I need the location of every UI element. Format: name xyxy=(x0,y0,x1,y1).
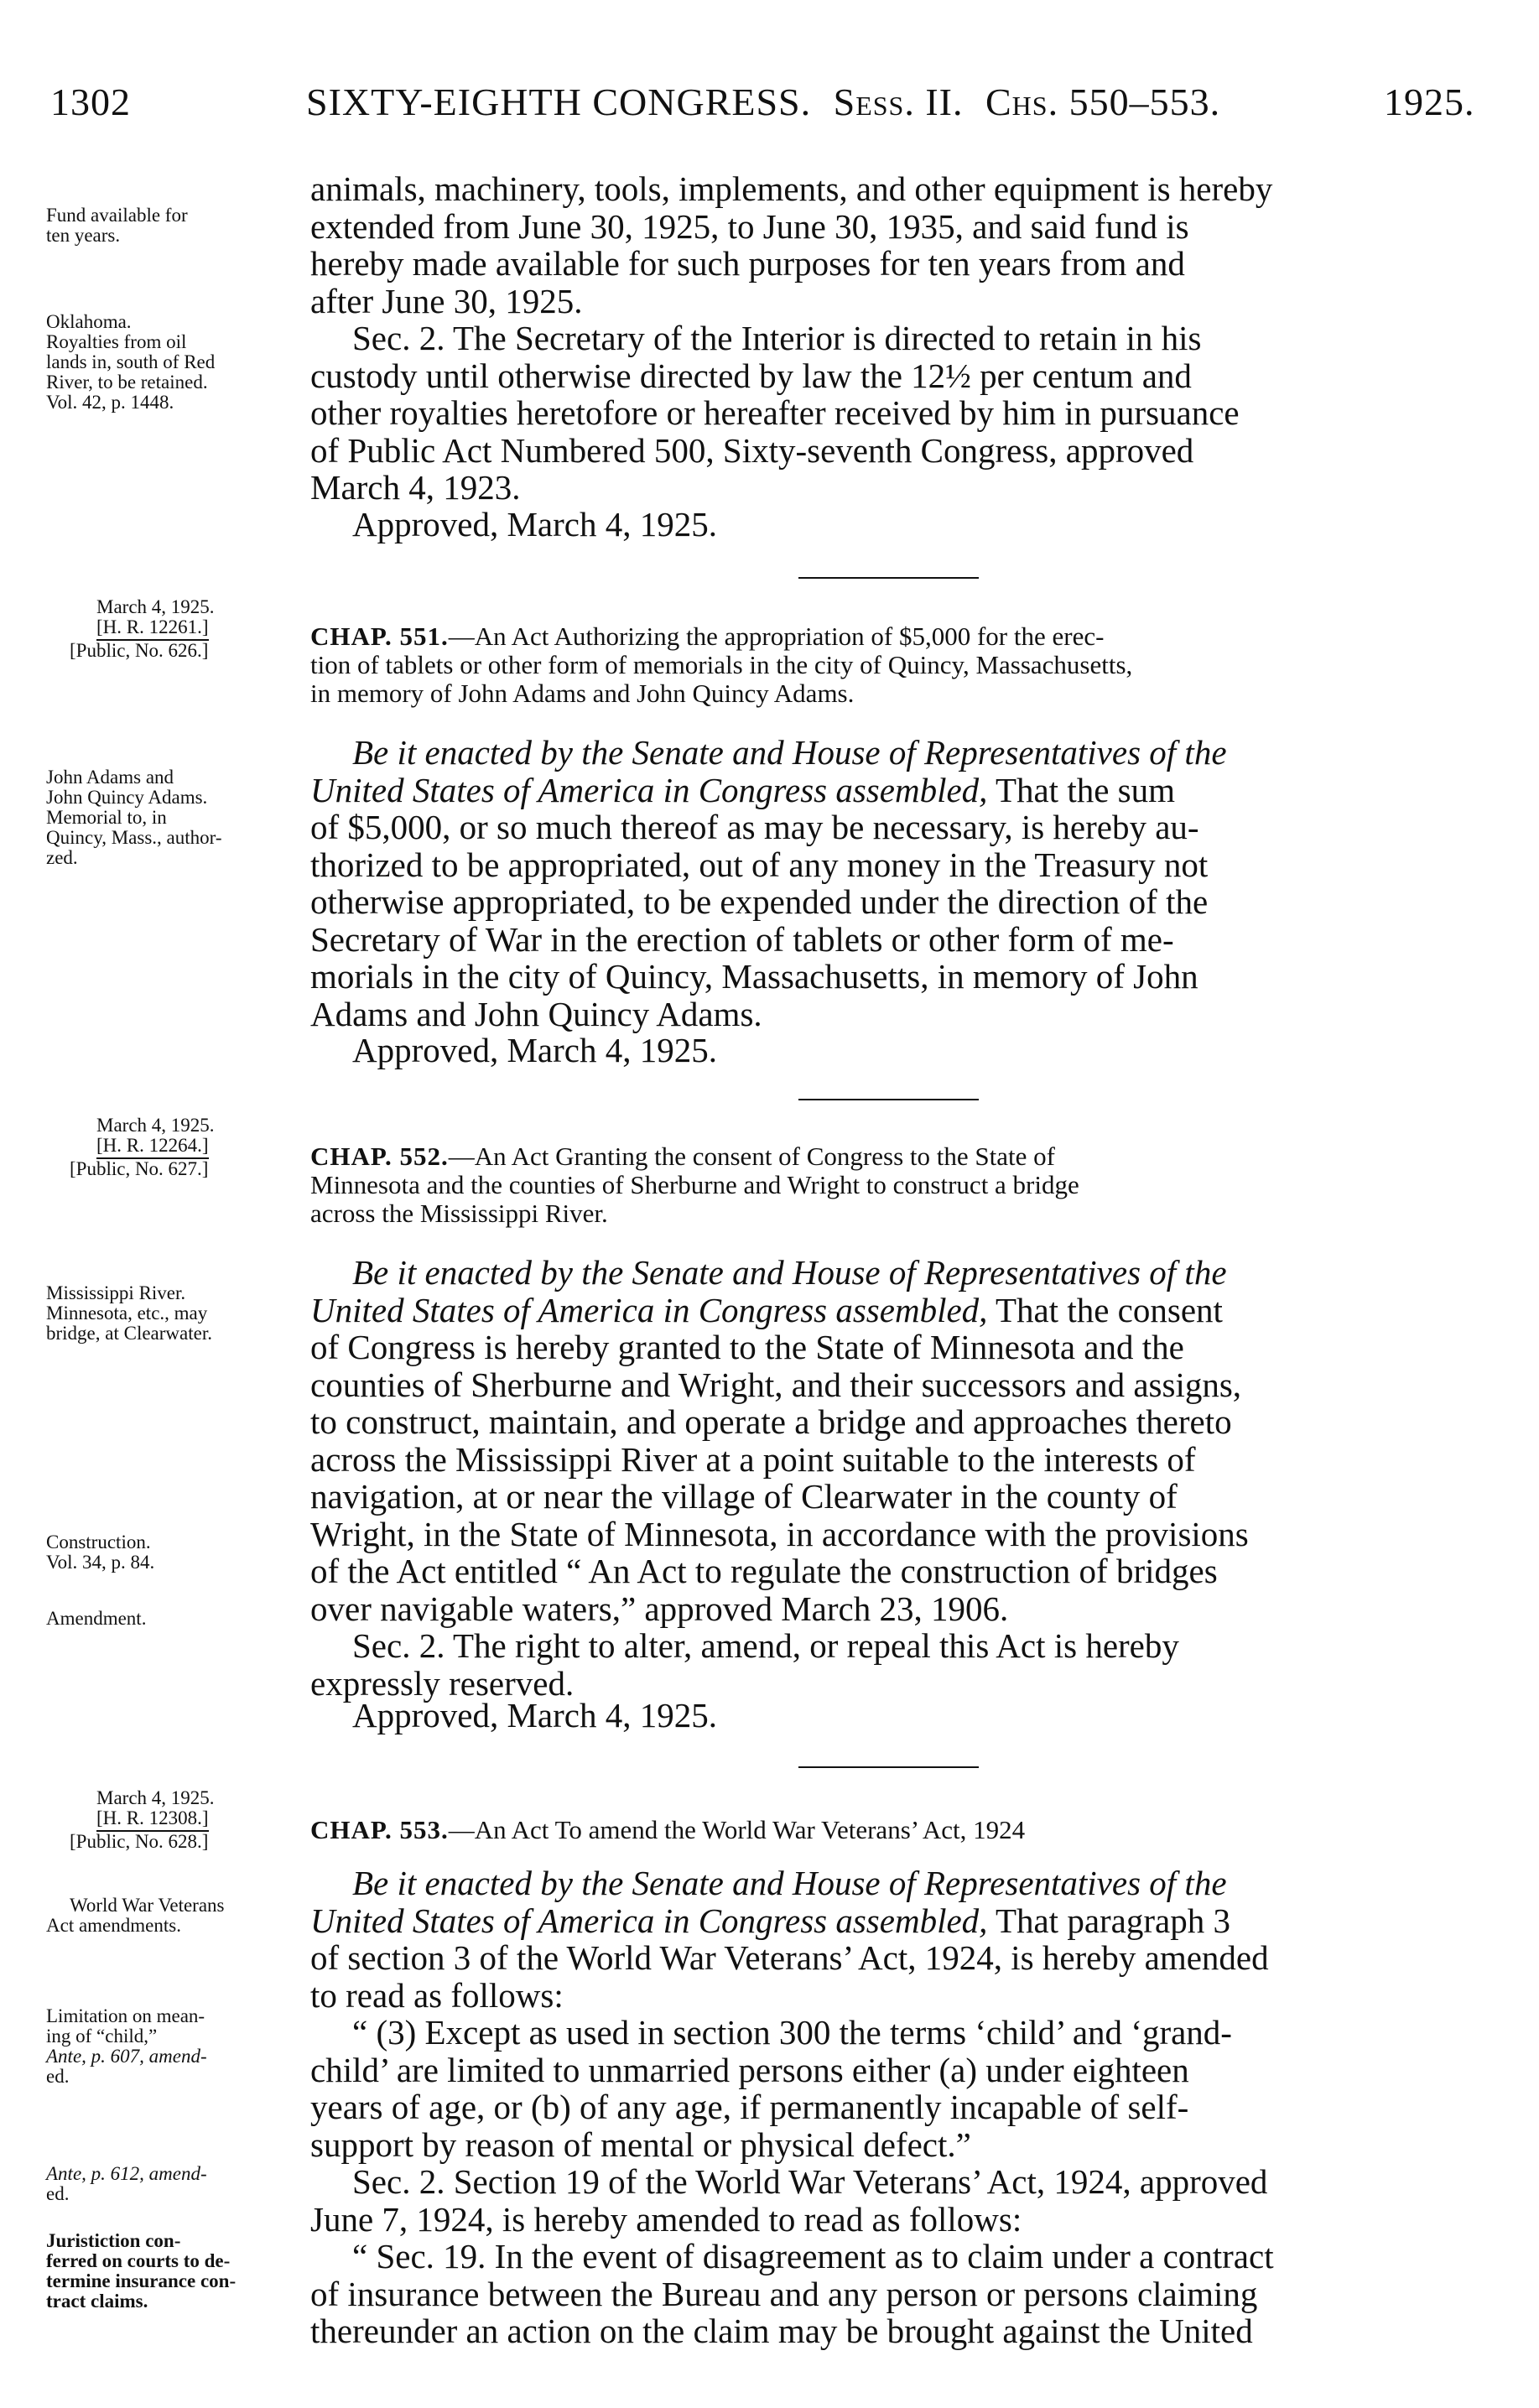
chap553-bill-info: March 4, 1925. [H. R. 12308.] [Public, No. 628.] xyxy=(70,1787,215,1852)
chap552-margin-construction: Construction. Vol. 34, p. 84. xyxy=(46,1532,155,1573)
header-year: 1925. xyxy=(1384,81,1475,123)
chap553-margin-note: World War Veterans Act amendments. xyxy=(46,1895,225,1936)
chap553-margin-ante: Ante, p. 612, amend- ed. xyxy=(46,2163,207,2204)
chap553-body: Be it enacted by the Senate and House of Representatives of the United States of America in Congress assembled, That paragraph 3 of section 3 of the World War Veterans’ Act, 1924, is hereby amended to read as follows: “ (3) Except as used in section 300 the terms ‘child’ and ‘grand- child’ are limited to unmarried persons either (a) under eighteen years of age, or (b) of any age, if permanently incapable of self- support by reason of mental or physical defect.” Sec. 2. Section 19 of the World War Veterans’ Act, 1924, approved June 7, 1924, is hereby amended to read as follows: “ Sec. 19. In the event of disagreement as to claim under a contract of insurance between the Bureau and any person or persons claiming thereunder an action on the claim may be brought against the United xyxy=(310,1864,1274,2350)
chap552-margin-amendment: Amendment. xyxy=(46,1608,147,1629)
chap552-margin-note: Mississippi River. Minnesota, etc., may bridge, at Clearwater. xyxy=(46,1282,212,1344)
divider xyxy=(798,1766,979,1768)
chap552-approved: Approved, March 4, 1925. xyxy=(352,1696,717,1734)
chap551-title: CHAP. 551.—An Act Authorizing the appropriation of $5,000 for the erec- tion of tablets or other form of memorials in the city of Quincy, Massachusetts, in memory of John Adams and John Quincy Adams. xyxy=(310,622,1133,708)
chap551-body: Be it enacted by the Senate and House of Representatives of the United States of America in Congress assembled, That the sum of $5,000, or so much thereof as may be necessary, is hereby au- thorized to be appropriated, out of any money in the Treasury not otherwise appropriated, to be expended under the direction of the Secretary of War in the erection of tablets or other form of me- morials in the city of Quincy, Massachusetts, in memory of John Adams and John Quincy Adams. xyxy=(310,733,1227,1033)
chap551-margin-note: John Adams and John Quincy Adams. Memorial to, in Quincy, Mass., author- zed. xyxy=(46,767,222,868)
chap552-bill-info: March 4, 1925. [H. R. 12264.] [Public, No. 627.] xyxy=(70,1115,215,1179)
divider xyxy=(798,1099,979,1100)
section1-approved: Approved, March 4, 1925. xyxy=(352,505,717,543)
chap551-bill-info: March 4, 1925. [H. R. 12261.] [Public, No. 626.] xyxy=(70,596,215,661)
chap553-margin-jurisdiction: Juristiction con- ferred on courts to de- termine insurance con- tract claims. xyxy=(46,2230,237,2312)
chap551-approved: Approved, March 4, 1925. xyxy=(352,1031,717,1069)
divider xyxy=(798,577,979,579)
chap552-title: CHAP. 552.—An Act Granting the consent of Congress to the State of Minnesota and the counties of Sherburne and Wright to construct a bridge across the Mississippi River. xyxy=(310,1142,1079,1228)
margin-note-oklahoma: Oklahoma. Royalties from oil lands in, south of Red River, to be retained. Vol. 42, p. 1448. xyxy=(46,311,216,413)
section1-body: animals, machinery, tools, implements, and other equipment is hereby extended from June 30, 1925, to June 30, 1935, and said fund is hereby made available for such purposes for ten years from and after June 30, 1925. Sec. 2. The Secretary of the Interior is directed to retain in his custody until otherwise directed by law the 12½ per centum and other royalties heretofore or hereafter received by him in pursuance of Public Act Numbered 500, Sixty-seventh Congress, approved March 4, 1923. xyxy=(310,169,1273,507)
running-title: SIXTY-EIGHTH CONGRESS. Sess. II. Chs. 550–553. xyxy=(306,81,1221,123)
chap553-margin-limitation: Limitation on mean- ing of “child,” Ante, p. 607, amend- ed. xyxy=(46,2005,207,2087)
margin-note-fund: Fund available for ten years. xyxy=(46,205,188,246)
page-header xyxy=(50,80,1476,130)
chap552-body: Be it enacted by the Senate and House of Representatives of the United States of America in Congress assembled, That the consent of Congress is hereby granted to the State of Minnesota and the counties of Sherburne and Wright, and their successors and assigns, to construct, maintain, and operate a bridge and approaches thereto across the Mississippi River at a point suitable to the interests of navigation, at or near the village of Clearwater in the county of Wright, in the State of Minnesota, in accordance with the provisions of the Act entitled “ An Act to regulate the construction of bridges over navigable waters,” approved March 23, 1906. Sec. 2. The right to alter, amend, or repeal this Act is hereby expressly reserved. xyxy=(310,1253,1249,1703)
chap553-title: CHAP. 553.—An Act To amend the World War Veterans’ Act, 1924 xyxy=(310,1815,1026,1844)
page-number: 1302 xyxy=(50,81,131,123)
